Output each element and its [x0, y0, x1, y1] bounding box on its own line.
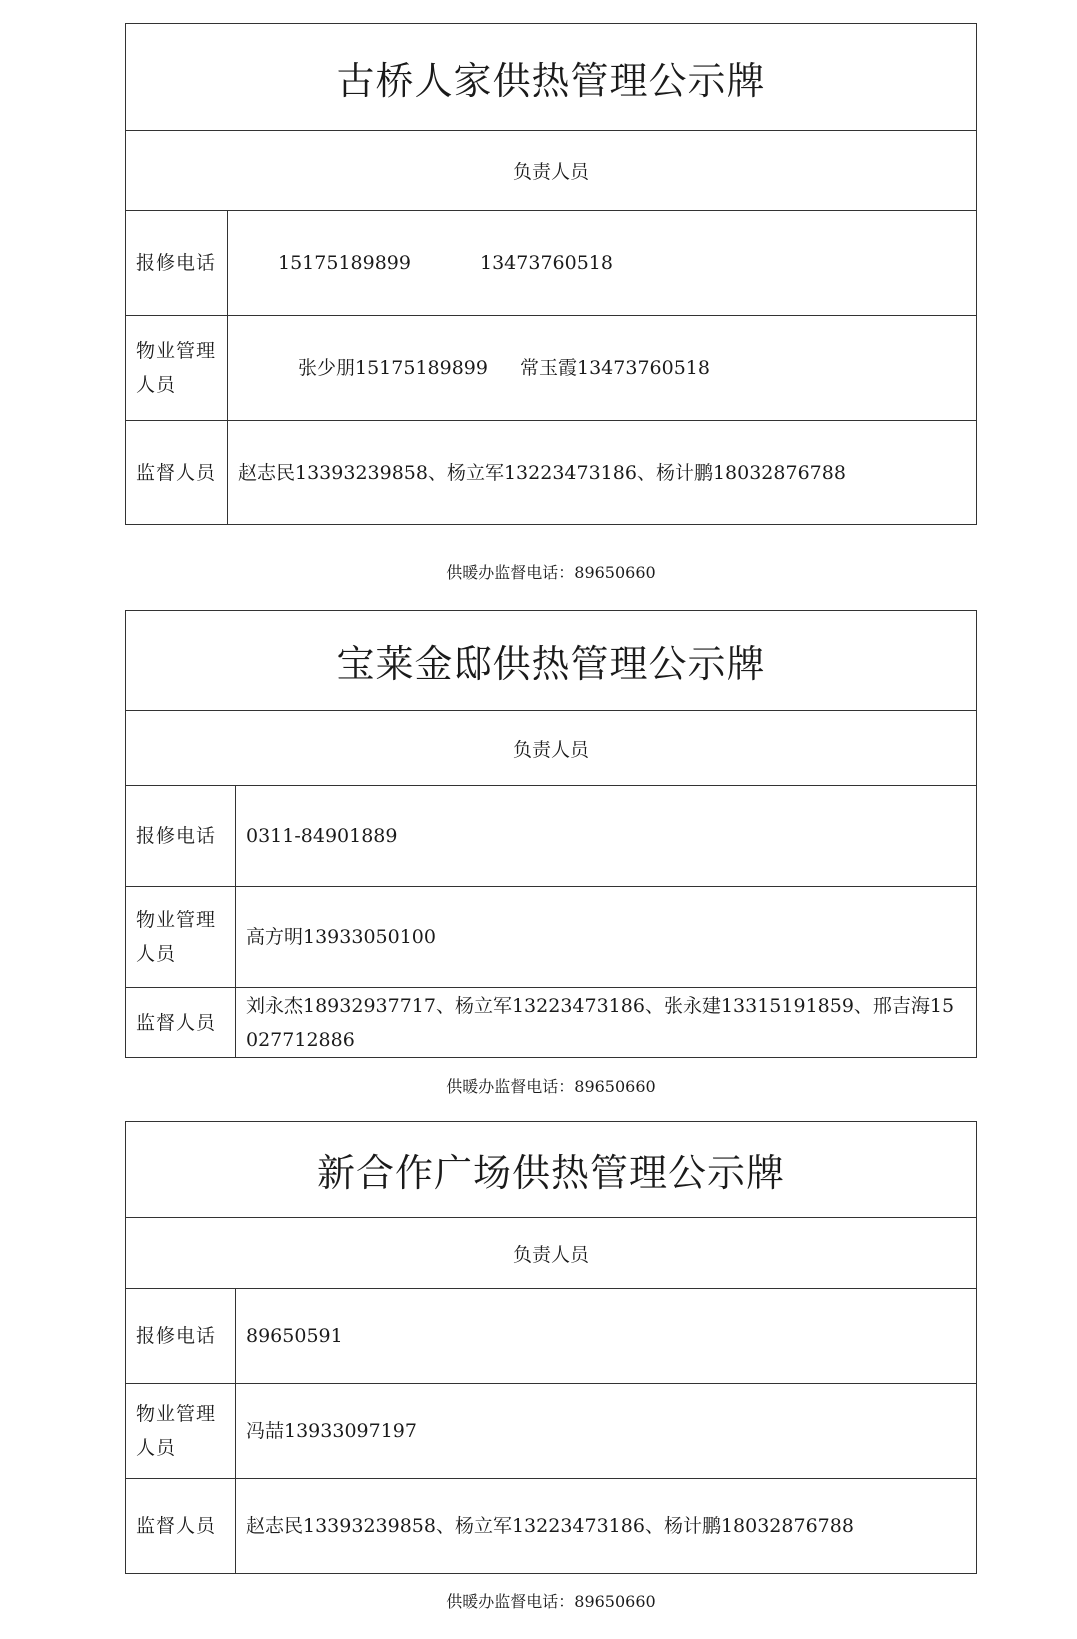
repair-phone-1: 15175189899: [278, 252, 411, 274]
repair-phone-row: [126, 785, 976, 886]
supervisor-value: 刘永杰18932937717、杨立军13223473186、张永建13315191859、邢吉海15027712886: [246, 994, 955, 1051]
property-manager-label: 物业管理人员: [126, 1384, 236, 1478]
repair-phone-value: 0311-84901889: [246, 825, 398, 847]
property-manager-row: [126, 1383, 976, 1478]
property-manager-label: 物业管理人员: [126, 316, 228, 420]
board-title: 古桥人家供热管理公示牌: [336, 58, 766, 103]
repair-phone-label: 报修电话: [126, 211, 228, 315]
supervisor-row: [126, 987, 976, 1057]
supervisor-row: [126, 420, 976, 524]
supervisor-label: 监督人员: [126, 988, 236, 1057]
responsible-header: 负责人员: [126, 1217, 976, 1288]
repair-phone-value: 89650591: [246, 1325, 343, 1347]
property-manager-label: 物业管理人员: [126, 887, 236, 987]
repair-phone-2: 13473760518: [480, 252, 613, 274]
responsible-header: 负责人员: [126, 130, 976, 210]
board-title: 宝莱金邸供热管理公示牌: [336, 642, 766, 686]
repair-phone-label: 报修电话: [126, 786, 236, 886]
repair-phone-value: [228, 211, 976, 315]
responsible-header: 负责人员: [126, 710, 976, 785]
supervision-phone-footer: 供暖办监督电话：89650660: [446, 1077, 656, 1096]
repair-phone-row: [126, 210, 976, 315]
property-manager-1: 张少朋15175189899: [298, 357, 488, 379]
property-manager-row: [126, 886, 976, 987]
property-manager-row: [126, 315, 976, 420]
notice-board-baolaijindi: [125, 610, 977, 1058]
notice-board-xinhezuoguangchang: [125, 1121, 977, 1574]
repair-phone-row: [126, 1288, 976, 1383]
property-manager-value: 冯喆13933097197: [246, 1420, 417, 1442]
supervisor-row: [126, 1478, 976, 1573]
supervision-phone-footer: 供暖办监督电话：89650660: [446, 563, 656, 582]
supervisor-label: 监督人员: [126, 421, 228, 524]
board-title: 新合作广场供热管理公示牌: [316, 1151, 785, 1195]
notice-board-guqiaorenjia: [125, 23, 977, 525]
supervisor-value: 赵志民13393239858、杨立军13223473186、杨计鹏18032876788: [246, 1515, 854, 1537]
supervision-phone-footer: 供暖办监督电话：89650660: [446, 1592, 656, 1611]
property-manager-value: 高方明13933050100: [246, 926, 436, 948]
property-manager-2: 常玉霞13473760518: [520, 357, 710, 379]
repair-phone-label: 报修电话: [126, 1289, 236, 1383]
supervisor-label: 监督人员: [126, 1479, 236, 1573]
property-manager-value: [228, 316, 976, 420]
supervisor-value: 赵志民13393239858、杨立军13223473186、杨计鹏18032876788: [238, 461, 846, 484]
